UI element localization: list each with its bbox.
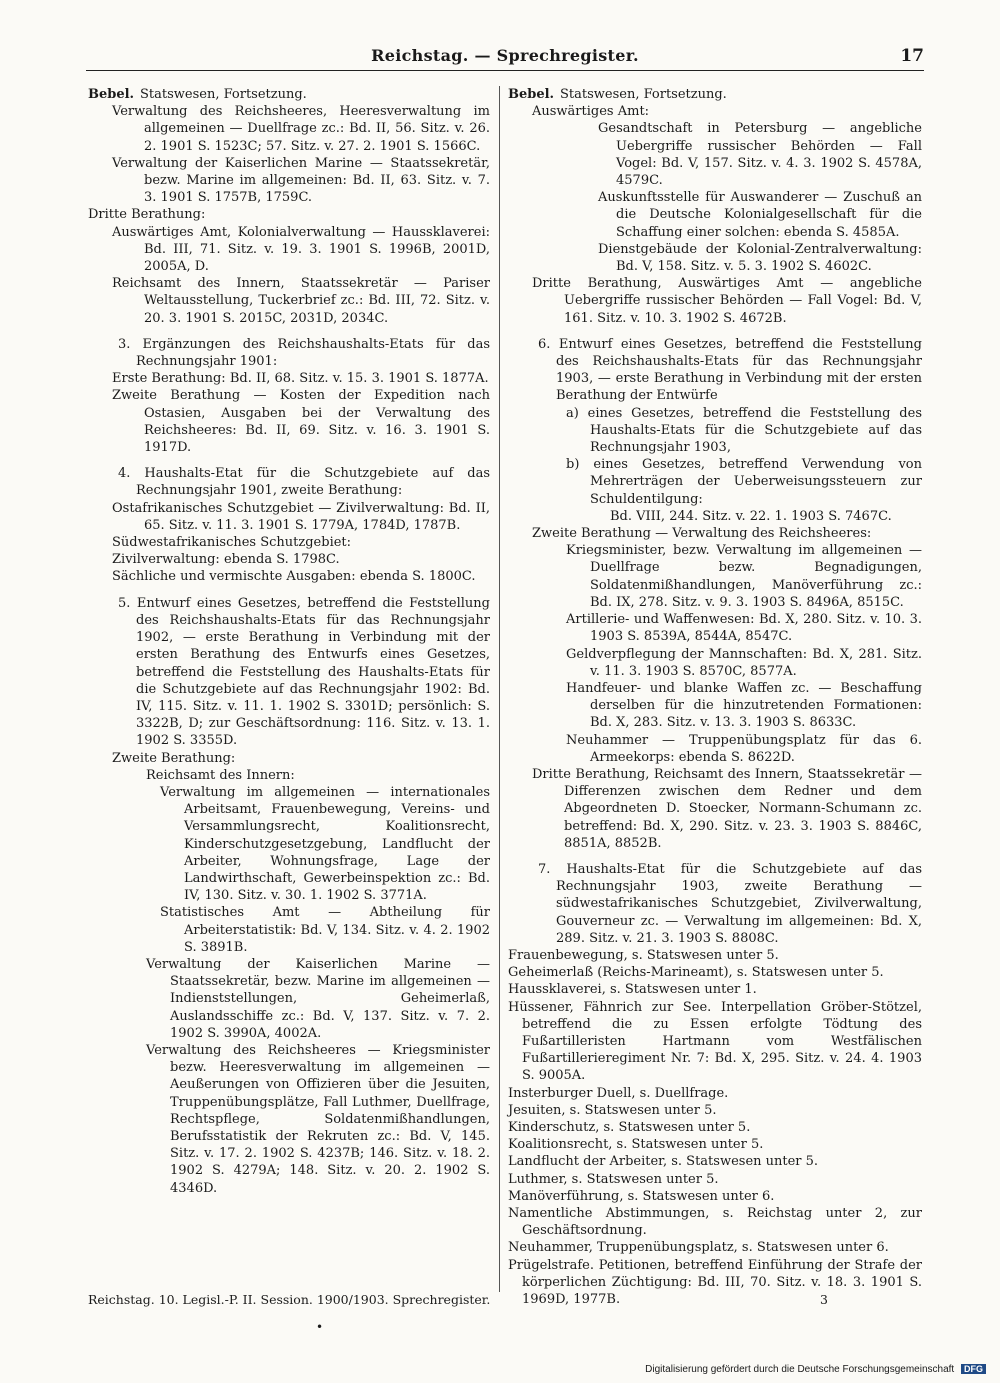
column-divider: [499, 86, 500, 1292]
register-entry: [508, 120, 922, 189]
register-entry: [88, 275, 490, 327]
register-entry: [88, 534, 490, 551]
entry-text: Dritte Berathung, Reichsamt des Innern, Staatssekretär — Differenzen zwischen dem Redner und dem Abgeordneten D. Stoecker, Normann-Schumann zc. betreffend: Bd. X, 290. Sitz. v. 23. 3. 1903 S. 8846C, 8851A, 8852B.: [532, 766, 922, 851]
register-entry: [508, 611, 922, 645]
register-entry: [88, 767, 490, 784]
entry-text: Verwaltung des Reichsheeres — Kriegsminister bezw. Heeresverwaltung im allgemeinen — Aeußerungen von Offizieren über die Jesuiten, Truppenübungsplätze, Fall Luthmer, Duellfrage, Rechtspflege, Soldatenmißhandlungen, Berufsstatistik der Rekruten zc.: Bd. V, 145. Sitz. v. 17. 2. 1902 S. 4237B; 146. Sitz. v. 18. 2. 1902 S. 4279A; 148. Sitz. v. 20. 2. 1902 S. 4346D.: [146, 1042, 490, 1196]
register-entry: [508, 680, 922, 732]
signature-line: Reichstag. 10. Legisl.-P. II. Session. 1900/1903. Sprechregister.: [88, 1292, 491, 1307]
right-column: [508, 86, 922, 1308]
entry-text: Zweite Berathung:: [112, 750, 236, 766]
register-entry: [508, 542, 922, 611]
entry-text: Geldverpflegung der Mannschaften: Bd. X, 281. Sitz. v. 11. 3. 1903 S. 8570C, 8577A.: [566, 646, 922, 679]
register-entry: [88, 500, 490, 534]
entry-text: Verwaltung der Kaiserlichen Marine — Staatssekretär, bezw. Marine im allgemeinen: Bd. II, 63. Sitz. v. 7. 3. 1901 S. 1757B, 1759C.: [112, 155, 490, 206]
register-entry: [508, 646, 922, 680]
entry-text: 4. Haushalts-Etat für die Schutzgebiete auf das Rechnungsjahr 1901, zweite Berathung:: [118, 466, 490, 499]
entry-text: Statswesen, Fortsetzung.: [560, 87, 727, 102]
register-entry: [508, 1205, 922, 1239]
printer-dot: •: [316, 1320, 324, 1334]
footer: [560, 1364, 986, 1375]
entry-text: Geheimerlaß (Reichs-Marineamt), s. Statswesen unter 5.: [508, 965, 884, 981]
register-entry: [88, 568, 490, 585]
entry-text: Hüssener, Fähnrich zur See. Interpellation Gröber-Stötzel, betreffend die zu Essen erfolgte Tödtung des Fußartilleristen Hartmann vom Westfälischen Fußartillerieregiment Nr. 7: Bd. X, 295. Sitz. v. 24. 4. 1903 S. 9005A.: [508, 999, 922, 1084]
entry-text: Sächliche und vermischte Ausgaben: ebenda S. 1800C.: [112, 569, 476, 585]
entry-text: Südwestafrikanisches Schutzgebiet:: [112, 535, 352, 551]
speaker-name: Bebel.: [88, 87, 135, 102]
page-number: 17: [900, 46, 924, 66]
register-entry: [88, 370, 490, 387]
speaker-name: Bebel.: [508, 87, 555, 102]
register-entry: [508, 456, 922, 508]
entry-text: Dritte Berathung:: [88, 207, 206, 223]
register-entry: [88, 155, 490, 207]
dfg-logo: DFG: [961, 1364, 986, 1374]
register-entry: [508, 861, 922, 947]
entry-text: Neuhammer — Truppenübungsplatz für das 6. Armeekorps: ebenda S. 8622D.: [566, 732, 922, 765]
register-entry: [508, 241, 922, 275]
entry-text: Verwaltung der Kaiserlichen Marine — Staatssekretär, bezw. Marine im allgemeinen — Indienststellungen, Geheimerlaß, Auslandsschiffe zc.: Bd. V, 137. Sitz. v. 7. 2. 1902 S. 3990A, 4002A.: [146, 956, 490, 1041]
register-entry: [508, 1153, 922, 1170]
register-entry: [88, 595, 490, 750]
entry-text: Gesandtschaft in Petersburg — angebliche Uebergriffe russischer Behörden — Fall Vogel: Bd. V, 157. Sitz. v. 4. 3. 1902 S. 4578A, 4579C.: [598, 121, 922, 189]
register-entry: [88, 551, 490, 568]
entry-text: Zivilverwaltung: ebenda S. 1798C.: [112, 552, 340, 568]
register-entry: [508, 766, 922, 852]
register-entry: [88, 86, 490, 103]
entry-text: Prügelstrafe. Petitionen, betreffend Einführung der Strafe der körperlichen Züchtigung: Bd. III, 70. Sitz. v. 18. 3. 1901 S. 1969D, 1977B.: [508, 1257, 922, 1308]
register-entry: [508, 405, 922, 457]
entry-text: Zweite Berathung — Verwaltung des Reichsheeres:: [532, 526, 872, 542]
register-entry: [508, 508, 922, 525]
register-entry: [88, 956, 490, 1042]
entry-text: 6. Entwurf eines Gesetzes, betreffend die Feststellung des Reichshaushalts-Etats für das Rechnungsjahr 1903, — erste Berathung in Verbindung mit der ersten Berathung der Entwürfe: [538, 336, 922, 404]
register-entry: [88, 224, 490, 276]
entry-text: Erste Berathung: Bd. II, 68. Sitz. v. 15. 3. 1901 S. 1877A.: [112, 371, 489, 387]
register-entry: [508, 189, 922, 241]
entry-text: Namentliche Abstimmungen, s. Reichstag unter 2, zur Geschäftsordnung.: [508, 1206, 922, 1239]
entry-text: Auswärtiges Amt, Kolonialverwaltung — Haussklaverei: Bd. III, 71. Sitz. v. 19. 3. 1901 S. 1996B, 2001D, 2005A, D.: [112, 224, 490, 275]
register-entry: [88, 336, 490, 370]
register-entry: [88, 1042, 490, 1197]
register-entry: [508, 999, 922, 1085]
entry-text: 7. Haushalts-Etat für die Schutzgebiete auf das Rechnungsjahr 1903, zweite Berathung — südwestafrikanisches Schutzgebiet, Zivilverwaltung, Gouverneur zc. — Verwaltung im allgemeinen: Bd. X, 289. Sitz. v. 21. 3. 1903 S. 8808C.: [538, 861, 922, 946]
entry-text: Landflucht der Arbeiter, s. Statswesen unter 5.: [508, 1154, 819, 1170]
entry-text: Koalitionsrecht, s. Statswesen unter 5.: [508, 1137, 764, 1153]
entry-text: Verwaltung im allgemeinen — internationales Arbeitsamt, Frauenbewegung, Vereins- und Versammlungsrecht, Koalitionsrecht, Kinderschutzgesetzgebung, Landflucht der Arbeiter, Wohnungsfrage, Lage der Landwirthschaft, Gewerbeinspektion zc.: Bd. IV, 130. Sitz. v. 30. 1. 1902 S. 3771A.: [160, 784, 490, 904]
page-header: [86, 44, 924, 71]
register-entry: [508, 336, 922, 405]
entry-text: Auswärtiges Amt:: [532, 104, 650, 120]
register-entry: [88, 904, 490, 956]
register-entry: [508, 1171, 922, 1188]
register-entry: [508, 1257, 922, 1309]
entry-text: b) eines Gesetzes, betreffend Verwendung von Mehrerträgen der Ueberweisungssteuern zur Schuldentilgung:: [566, 457, 922, 507]
entry-text: Dritte Berathung, Auswärtiges Amt — angebliche Uebergriffe russischer Behörden — Fall Vogel: Bd. V, 161. Sitz. v. 10. 3. 1902 S. 4672B.: [532, 276, 922, 326]
entry-text: Insterburger Duell, s. Duellfrage.: [508, 1085, 729, 1101]
register-entry: [88, 750, 490, 767]
entry-text: Neuhammer, Truppenübungsplatz, s. Statswesen unter 6.: [508, 1240, 889, 1256]
signature-mark: 3: [820, 1292, 828, 1307]
entry-text: Handfeuer- und blanke Waffen zc. — Beschaffung derselben für die hinzutretenden Formationen: Bd. X, 283. Sitz. v. 13. 3. 1903 S. 8633C.: [566, 680, 922, 731]
left-column: [88, 86, 490, 1197]
entry-text: Luthmer, s. Statswesen unter 5.: [508, 1171, 719, 1187]
entry-text: Dienstgebäude der Kolonial-Zentralverwaltung: Bd. V, 158. Sitz. v. 5. 3. 1902 S. 4602C.: [598, 241, 922, 275]
register-entry: [88, 387, 490, 456]
entry-text: Frauenbewegung, s. Statswesen unter 5.: [508, 947, 779, 963]
register-entry: [508, 947, 922, 964]
register-entry: [508, 1136, 922, 1153]
entry-text: Statswesen, Fortsetzung.: [140, 87, 307, 102]
register-entry: [88, 465, 490, 499]
register-entry: [88, 206, 490, 223]
entry-text: Statistisches Amt — Abtheilung für Arbeiterstatistik: Bd. V, 134. Sitz. v. 4. 2. 1902 S. 3891B.: [160, 905, 490, 955]
entry-text: Jesuiten, s. Statswesen unter 5.: [508, 1102, 717, 1118]
register-entry: [508, 103, 922, 120]
entry-text: Kinderschutz, s. Statswesen unter 5.: [508, 1119, 751, 1135]
register-entry: [88, 103, 490, 155]
register-entry: [508, 981, 922, 998]
entry-text: Zweite Berathung — Kosten der Expedition nach Ostasien, Ausgaben bei der Verwaltung des Reichsheeres: Bd. II, 69. Sitz. v. 16. 3. 1901 S. 1917D.: [112, 388, 490, 456]
entry-text: Auskunftsstelle für Auswanderer — Zuschuß an die Deutsche Kolonialgesellschaft für die Schaffung einer solchen: ebenda S. 4585A.: [598, 190, 922, 240]
funding-note: Digitalisierung gefördert durch die Deutsche Forschungsgemeinschaft: [645, 1364, 955, 1375]
entry-text: Ostafrikanisches Schutzgebiet — Zivilverwaltung: Bd. II, 65. Sitz. v. 11. 3. 1901 S. 1779A, 1784D, 1787B.: [112, 500, 490, 533]
entry-text: Reichsamt des Innern:: [146, 767, 295, 783]
register-entry: [508, 964, 922, 981]
entry-text: Reichsamt des Innern, Staatssekretär — Pariser Weltausstellung, Tuckerbrief zc.: Bd. III, 72. Sitz. v. 20. 3. 1901 S. 2015C, 2031D, 2034C.: [112, 276, 490, 326]
register-entry: [508, 275, 922, 327]
register-entry: [508, 1239, 922, 1256]
entry-text: Bd. VIII, 244. Sitz. v. 22. 1. 1903 S. 7467C.: [610, 508, 892, 524]
entry-text: Kriegsminister, bezw. Verwaltung im allgemeinen — Duellfrage bezw. Begnadigungen, Soldatenmißhandlungen, Manöverführung zc.: Bd. IX, 278. Sitz. v. 9. 3. 1903 S. 8496A, 8515C.: [566, 543, 922, 610]
register-entry: [88, 784, 490, 904]
register-entry: [508, 1085, 922, 1102]
entry-text: 3. Ergänzungen des Reichshaushalts-Etats für das Rechnungsjahr 1901:: [118, 336, 490, 370]
register-entry: [508, 86, 922, 103]
entry-text: Manöverführung, s. Statswesen unter 6.: [508, 1188, 775, 1204]
register-entry: [508, 732, 922, 766]
entry-text: a) eines Gesetzes, betreffend die Feststellung des Haushalts-Etats für die Schutzgebiete auf das Rechnungsjahr 1903,: [566, 405, 922, 456]
entry-text: Artillerie- und Waffenwesen: Bd. X, 280. Sitz. v. 10. 3. 1903 S. 8539A, 8544A, 8547C.: [566, 612, 922, 645]
entry-text: Haussklaverei, s. Statswesen unter 1.: [508, 982, 757, 998]
running-title: Reichstag. — Sprechregister.: [371, 46, 639, 65]
entry-text: 5. Entwurf eines Gesetzes, betreffend die Feststellung des Reichshaushalts-Etats für das Rechnungsjahr 1902, — erste Berathung in Verbindung mit der ersten Berathung des Entwurfs eines Gesetzes, betreffend die Feststellung des Haushalts-Etats für die Schutzgebiete auf das Rechnungsjahr 1902: Bd. IV, 115. Sitz. v. 11. 1. 1902 S. 3301D; persönlich: S. 3322B, D; zur Geschäftsordnung: 116. Sitz. v. 13. 1. 1902 S. 3355D.: [118, 595, 490, 749]
register-entry: [508, 1102, 922, 1119]
register-entry: [508, 1119, 922, 1136]
register-entry: [508, 525, 922, 542]
entry-text: Verwaltung des Reichsheeres, Heeresverwaltung im allgemeinen — Duellfrage zc.: Bd. II, 56. Sitz. v. 26. 2. 1901 S. 1523C; 57. Sitz. v. 27. 2. 1901 S. 1566C.: [112, 104, 490, 154]
register-entry: [508, 1188, 922, 1205]
